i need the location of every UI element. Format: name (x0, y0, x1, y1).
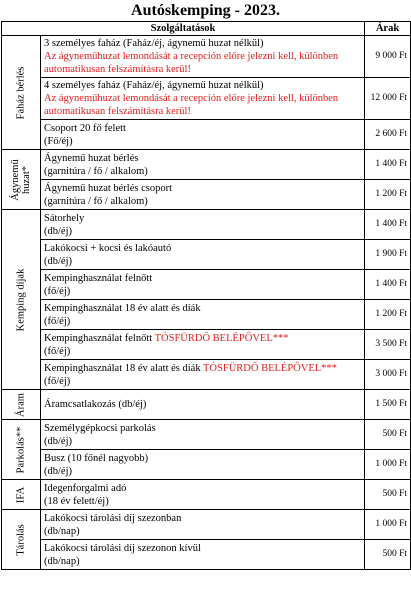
service-notice: TÓSFÜRDŐ BELÉPŐVEL*** (154, 332, 289, 344)
table-row (2, 36, 411, 78)
service-name: Ágynemű huzat bérlés (44, 152, 139, 164)
category-label: Kemping díjak (15, 268, 27, 331)
price-cell: 9 000 Ft (365, 36, 411, 78)
service-name: Személygépkocsi parkolás (44, 422, 156, 434)
table-row (2, 390, 411, 420)
service-unit: (18 év felett/éj) (44, 495, 109, 507)
price-cell: 500 Ft (365, 480, 411, 510)
table-row (2, 240, 411, 270)
category-cabin-rental (2, 36, 41, 150)
service-cell (41, 510, 365, 540)
table-row (2, 78, 411, 120)
service-name: Sátorhely (44, 212, 85, 224)
category-storage (2, 510, 41, 570)
service-cell (41, 210, 365, 240)
service-notice: TÓSFÜRDŐ BELÉPŐVEL*** (203, 362, 337, 374)
price-cell: 1 400 Ft (365, 150, 411, 180)
service-cell (41, 300, 365, 330)
service-unit: (fő/éj) (44, 375, 71, 387)
category-label: Faház bérlés (15, 66, 27, 119)
service-name: Kempinghasználat felnőtt (44, 272, 153, 284)
service-name: 4 személyes faház (Faház/éj, ágynemű huzat nélkül) (44, 80, 264, 91)
service-name: Lakókocsi + kocsi és lakóautó (44, 242, 172, 254)
service-unit: (Fő/éj) (44, 135, 73, 147)
service-cell (41, 240, 365, 270)
service-cell (41, 120, 365, 150)
service-name: Kempinghasználat 18 év alatt és diák (44, 362, 204, 374)
service-unit: (fő/éj) (44, 315, 71, 327)
prices-header: Árak (365, 22, 411, 36)
service-name: Idegenforgalmi adó (44, 482, 127, 494)
service-cell (41, 390, 365, 420)
service-cell (41, 36, 365, 78)
table-row (2, 120, 411, 150)
service-name: Lakókocsi tárolási díj szezonban (44, 512, 182, 524)
service-cell (41, 330, 365, 360)
price-cell: 500 Ft (365, 540, 411, 570)
price-cell: 2 600 Ft (365, 120, 411, 150)
service-cell (41, 450, 365, 480)
service-unit: (db/éj) (44, 255, 72, 267)
price-cell: 1 000 Ft (365, 450, 411, 480)
table-row (2, 510, 411, 540)
service-name: Kempinghasználat felnőtt (44, 332, 155, 344)
service-name: Áramcsatlakozás (db/éj) (44, 399, 147, 410)
price-cell: 1 400 Ft (365, 270, 411, 300)
table-row (2, 420, 411, 450)
table-row (2, 300, 411, 330)
service-unit: (fő/éj) (44, 345, 71, 357)
price-cell: 3 000 Ft (365, 360, 411, 390)
category-label: IFA (15, 486, 27, 503)
price-cell: 12 000 Ft (365, 78, 411, 120)
table-row (2, 480, 411, 510)
price-cell: 500 Ft (365, 420, 411, 450)
service-notice: Az ágyneműhuzat lemondását a recepción előre jelezni kell, különben automatikusan felszámításra kerül! (44, 93, 339, 117)
service-unit: (db/nap) (44, 555, 80, 567)
price-table (1, 21, 411, 570)
service-cell (41, 360, 365, 390)
service-cell (41, 180, 365, 210)
service-name: Csoport 20 fő felett (44, 122, 126, 134)
service-name: Busz (10 főnél nagyobb) (44, 452, 149, 464)
service-cell (41, 420, 365, 450)
services-header: Szolgáltatások (2, 22, 365, 36)
category-parking (2, 420, 41, 480)
service-cell (41, 270, 365, 300)
table-header-row (2, 22, 411, 36)
category-electricity (2, 390, 41, 420)
service-unit: (db/éj) (44, 225, 72, 237)
service-name: 3 személyes faház (Faház/éj, ágynemű huzat nélkül) (44, 38, 264, 49)
service-unit: (garnitúra / fő / alkalom) (44, 165, 148, 177)
category-bedding (2, 150, 41, 210)
table-row (2, 330, 411, 360)
price-cell: 3 500 Ft (365, 330, 411, 360)
service-unit: (fő/éj) (44, 285, 71, 297)
table-row (2, 270, 411, 300)
service-cell (41, 540, 365, 570)
price-cell: 1 200 Ft (365, 300, 411, 330)
table-row (2, 360, 411, 390)
category-label: Parkolás** (15, 426, 27, 473)
price-cell: 1 500 Ft (365, 390, 411, 420)
page-title: Autóskemping - 2023. (131, 2, 280, 19)
service-cell (41, 480, 365, 510)
service-unit: (db/éj) (44, 465, 72, 477)
price-cell: 1 900 Ft (365, 240, 411, 270)
category-camping-fees (2, 210, 41, 390)
service-cell (41, 78, 365, 120)
category-label: Áram (15, 392, 27, 417)
category-tourist-tax (2, 480, 41, 510)
table-row (2, 180, 411, 210)
service-name: Lakókocsi tárolási díj szezonon kívül (44, 542, 201, 554)
service-unit: (db/éj) (44, 435, 72, 447)
price-cell: 1 200 Ft (365, 180, 411, 210)
price-cell: 1 000 Ft (365, 510, 411, 540)
table-row (2, 540, 411, 570)
service-name: Ágynemű huzat bérlés csoport (44, 182, 173, 194)
table-row (2, 210, 411, 240)
service-notice: Az ágyneműhuzat lemondását a recepción előre jelezni kell, különben automatikusan felszámításra kerül! (44, 51, 339, 75)
service-name: Kempinghasználat 18 év alatt és diák (44, 302, 201, 314)
table-row (2, 450, 411, 480)
category-label: Tárolás (15, 523, 27, 556)
price-cell: 1 400 Ft (365, 210, 411, 240)
category-label: Ágynemű huzat* (10, 158, 32, 201)
service-unit: (garnitúra / fő / alkalom) (44, 195, 148, 207)
service-unit: (db/nap) (44, 525, 80, 537)
table-row (2, 150, 411, 180)
service-cell (41, 150, 365, 180)
